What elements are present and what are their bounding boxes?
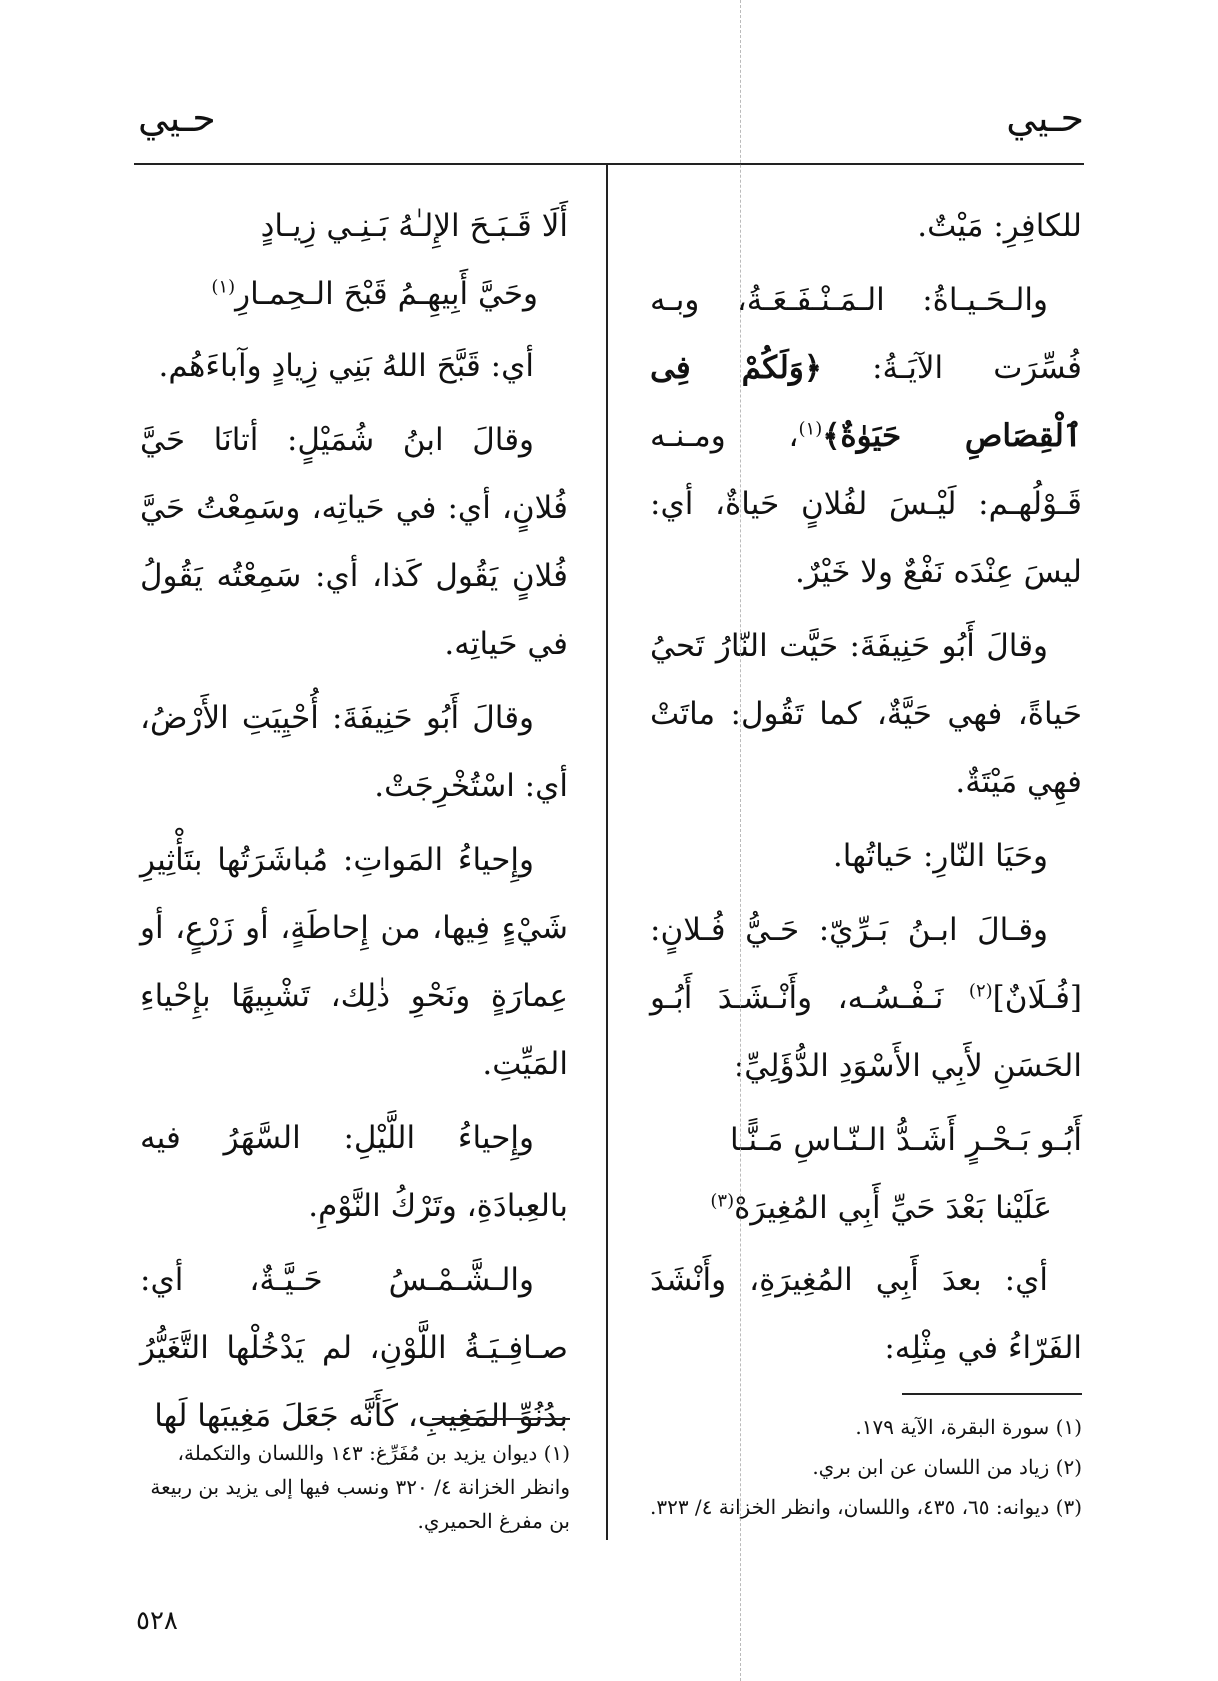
footnote-ref: (١)	[211, 276, 236, 298]
verse	[140, 192, 568, 328]
paragraph: وقالَ أَبُو حَنِيفَةَ: حَيَّت النّارُ تَحيُ حَياةً، فهي حَيَّةٌ، كما تَقُول: ماتَتْ فهِي مَيْتَةٌ.	[650, 628, 1082, 800]
paragraph: والـشَّـمْـسُ حَـيَّـةٌ، أي: صـافِـيَـةُ اللَّوْنِ، لم يَدْخُلْها التَّغَيُّرُ بدُنُوِّ المَغِيبِ، كَأَنَّه جَعَلَ مَغِيبَها لَها	[140, 1262, 568, 1434]
paragraph: للكافِرِ: مَيْتٌ.	[917, 208, 1082, 244]
footnote-ref: (٣)	[710, 1190, 735, 1212]
verse-line: عَلَيْنا بَعْدَ حَيِّ أَبِي المُغِيرَهْ$^{(٣)}$	[710, 1190, 1052, 1226]
footnote: (٣) ديوانه: ٦٥، ٤٣٥، واللسان، وانظر الخزانة ٤/ ٣٢٣.	[649, 1495, 1082, 1519]
paragraph: وقالَ ابنُ شُمَيْلٍ: أتانَا حَيَّ فُلانٍ، أي: في حَياتِه، وسَمِعْتُ حَيَّ فُلانٍ يَقُول كَذا، أي: سَمِعْتُه يَقُولُ في حَياتِه.	[140, 422, 568, 662]
footnote-ref: (١)	[798, 418, 823, 440]
verse-line: أَلَا قَـبَـحَ الإِلـٰهُ بَـنِـي زِيـادٍ	[260, 208, 568, 244]
paragraph: وإِحياءُ المَواتِ: مُباشَرَتُها بتَأْثِيرِ شَيْءٍ فِيها، من إِحاطَةٍ، أو زَرْعٍ، أو عِمارَةٍ ونَحْوِ ذٰلِك، تَشْبِيهًا بإِحْياءِ المَيِّتِ.	[140, 842, 568, 1082]
running-header-right: حـيي	[1006, 96, 1084, 140]
footnote-rule	[432, 1418, 570, 1420]
paragraph: والـحَـيـاةُ: الـمَـنْـفَـعَـةُ، وبـه فُسِّرَت الآيَـةُ: ﴿وَلَكُمْ فِى ٱلْقِصَاصِ حَيَوٰةٌ﴾$^{(١)}$، ومـنـه قَـوْلُهـم: لَيْـسَ لفُلانٍ حَياةٌ، أي: ليسَ عِنْدَه نَفْعٌ ولا خَيْرٌ.	[650, 282, 1083, 590]
page-number: ٥٢٨	[136, 1606, 178, 1636]
scan-fold-line	[740, 0, 741, 1681]
footnote: (١) ديوان يزيد بن مُفَرِّغ: ١٤٣ واللسان والتكملة، وانظر الخزانة ٤/ ٣٢٠ ونسب فيها إلى يزيد بن ربيعة بن مفرغ الحميري.	[150, 1441, 570, 1533]
paragraph: وحَيَا النّارِ: حَياتُها.	[832, 838, 1048, 874]
verse-line: أَبُـو بَـحْـرٍ أَشَـدُّ الـنّـاسِ مَـنًّـا	[729, 1122, 1082, 1158]
paragraph: وقـالَ ابـنُ بَـرِّيّ: حَـيُّ فُـلانٍ: [فُـلَانٌ]$^{(٢)}$ نَـفْـسُـه، وأَنْـشَـدَ أَبُـو الحَسَنِ لأَبِي الأَسْوَدِ الدُّؤَلِيِّ:	[650, 912, 1082, 1084]
footnote: (١) سورة البقرة، الآية ١٧٩.	[855, 1415, 1082, 1439]
footnotes-right	[650, 1410, 1082, 1530]
footnote-rule	[902, 1393, 1082, 1395]
verse	[650, 1106, 1082, 1242]
header-rule	[134, 163, 1084, 165]
paragraph: وإِحياءُ اللَّيْلِ: السَّهَرُ فيه بالعِبادَةِ، وتَرْكُ النَّوْمِ.	[140, 1120, 568, 1224]
footnote: (٢) زياد من اللسان عن ابن بري.	[812, 1455, 1082, 1479]
paragraph: وقالَ أَبُو حَنِيفَةَ: أُحْيِيَتِ الأَرْضُ، أي: اسْتُخْرِجَتْ.	[140, 700, 568, 804]
left-column	[140, 192, 568, 1456]
footnote-ref: (٢)	[968, 980, 993, 1002]
footnotes-left	[140, 1436, 570, 1544]
running-header-left: حـيي	[138, 96, 216, 140]
paragraph: أي: بعدَ أَبِي المُغِيرَةِ، وأَنْشَدَ الفَرّاءُ في مِثْلِه:	[650, 1262, 1082, 1366]
column-divider	[606, 165, 608, 1540]
paragraph: أي: قَبَّحَ اللهُ بَنِي زِيادٍ وآباءَهُم.	[158, 348, 534, 384]
quran-quote: ﴿وَلَكُمْ فِى ٱلْقِصَاصِ حَيَوٰةٌ﴾	[650, 350, 1083, 454]
verse-line: وحَيَّ أَبِيهِـمُ قَبْحَ الـحِمـارِ$^{(١)}$	[211, 276, 538, 312]
right-column	[650, 192, 1082, 1388]
